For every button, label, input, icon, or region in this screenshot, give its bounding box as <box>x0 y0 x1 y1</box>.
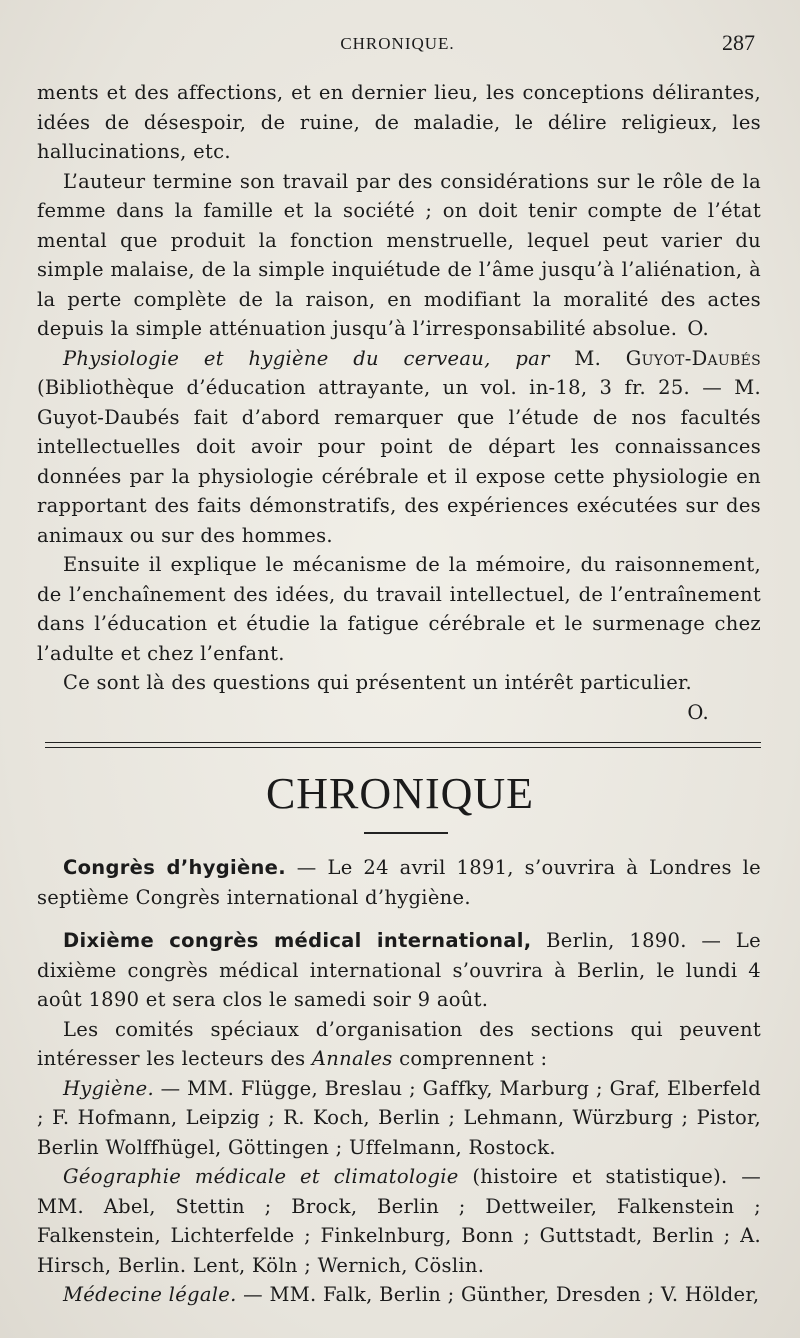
heading-underline <box>364 832 448 834</box>
congres-hygiene-title: Congrès d’hygiène. <box>63 856 286 879</box>
by-word: par <box>515 346 550 370</box>
continuation-paragraph: ments et des affections, et en dernier lieu, les conceptions délirantes, idées de désespoir, de ruine, de maladie, le délire religieux, les hallucinations, etc. <box>37 81 761 163</box>
paragraph-guyot-text: (Bibliothèque d’éducation attrayante, un vol. in-18, 3 fr. 25. — M. Guyot-Daubés fait d’abord remarquer que l’étude de nos facultés intellectuelles doit avoir pour point de départ les connaissances données par la physiologie cérébrale et il expose cette physiologie en rapportant des faits démonstratifs, des expériences exécutées sur des animaux ou sur des hommes. <box>37 376 761 547</box>
paragraph-guyot-daubes <box>37 344 761 551</box>
paragraph-geographie <box>37 1162 761 1280</box>
paragraph-conclusion: L’auteur termine son travail par des considérations sur le rôle de la femme dans la famille et la société ; on doit tenir compte de l’état mental que produit la fonction menstruelle, lequel peut varier du simple malaise, de la simple inquiétude de l’âme jusqu’à l’aliénation, à la perte complète de la raison, en modifiant la moralité des actes depuis la simple atténuation jusqu’à l’irresponsabilité absolue. <box>37 169 761 340</box>
paragraph-congres-hygiene <box>37 853 761 912</box>
paragraph-memoire: Ensuite il explique le mécanisme de la mémoire, du raisonnement, de l’enchaînement des idées, du travail intellectuel, de l’entraînement dans l’éducation et étudie la fatigue cérébrale et le surmenage chez l’adulte et chez l’enfant. <box>37 553 761 665</box>
review-signature: O. <box>687 317 709 340</box>
geographie-label: Géographie médicale et climatologie <box>63 1165 459 1188</box>
review-signature-2: O. <box>687 700 709 724</box>
paragraph-hygiene <box>37 1074 761 1163</box>
paragraph-comites <box>37 1015 761 1074</box>
paragraph-medecine-legale <box>37 1280 761 1310</box>
comites-text-end: comprennent : <box>392 1047 548 1070</box>
page-header <box>40 28 755 64</box>
book-review-section <box>37 78 761 727</box>
congres-hygiene-text: — Le 24 avril 1891, s’ouvrira à Londres le septième Congrès international d’hygiène. <box>37 856 762 909</box>
dixieme-congres-title: Dixième congrès médical international, <box>63 929 532 952</box>
paragraph-interet: Ce sont là des questions qui présentent un intérêt particulier. <box>63 671 693 694</box>
annales-title: Annales <box>311 1047 393 1070</box>
geographie-text: (histoire et statistique). — MM. Abel, Stettin ; Brock, Berlin ; Dettweiler, Falkenstein ; Falkenstein, Lichterfelde ; Finkelnburg, Bonn ; Guttstadt, Berlin ; A. Hirsch, Berlin. Lent, Köln ; Wernich, Cöslin. <box>37 1165 761 1277</box>
dixieme-congres-text: Berlin, 1890. — Le dixième congrès médical international s’ouvrira à Berlin, le lundi 4 août 1890 et sera clos le samedi soir 9 août. <box>37 929 761 1011</box>
paragraph-dixieme-congres <box>37 926 761 1015</box>
chronique-heading: CHRONIQUE <box>265 769 535 818</box>
hygiene-label: Hygiène. <box>63 1076 154 1100</box>
book-title: Physiologie et hygiène du cerveau, <box>63 346 491 370</box>
page-number: 287 <box>722 30 755 55</box>
medecine-legale-text: — MM. Falk, Berlin ; Günther, Dresden ; V. Hölder, <box>236 1283 760 1306</box>
book-author: M. Guyot-Daubés <box>574 346 762 370</box>
chronique-section <box>37 853 761 1310</box>
comites-text: Les comités spéciaux d’organisation des sections qui peuvent intéresser les lecteurs des <box>37 1017 761 1070</box>
hygiene-text: — MM. Flügge, Breslau ; Gaffky, Marburg ; Graf, Elberfeld ; F. Hofmann, Leipzig ; R. Koch, Berlin ; Lehmann, Würzburg ; Pistor, Berlin Wolffhügel, Göttingen ; Uffelmann, Rostock. <box>37 1076 761 1159</box>
running-title: CHRONIQUE. <box>340 34 455 53</box>
section-divider <box>45 742 761 748</box>
medecine-legale-label: Médecine légale. <box>63 1283 237 1306</box>
